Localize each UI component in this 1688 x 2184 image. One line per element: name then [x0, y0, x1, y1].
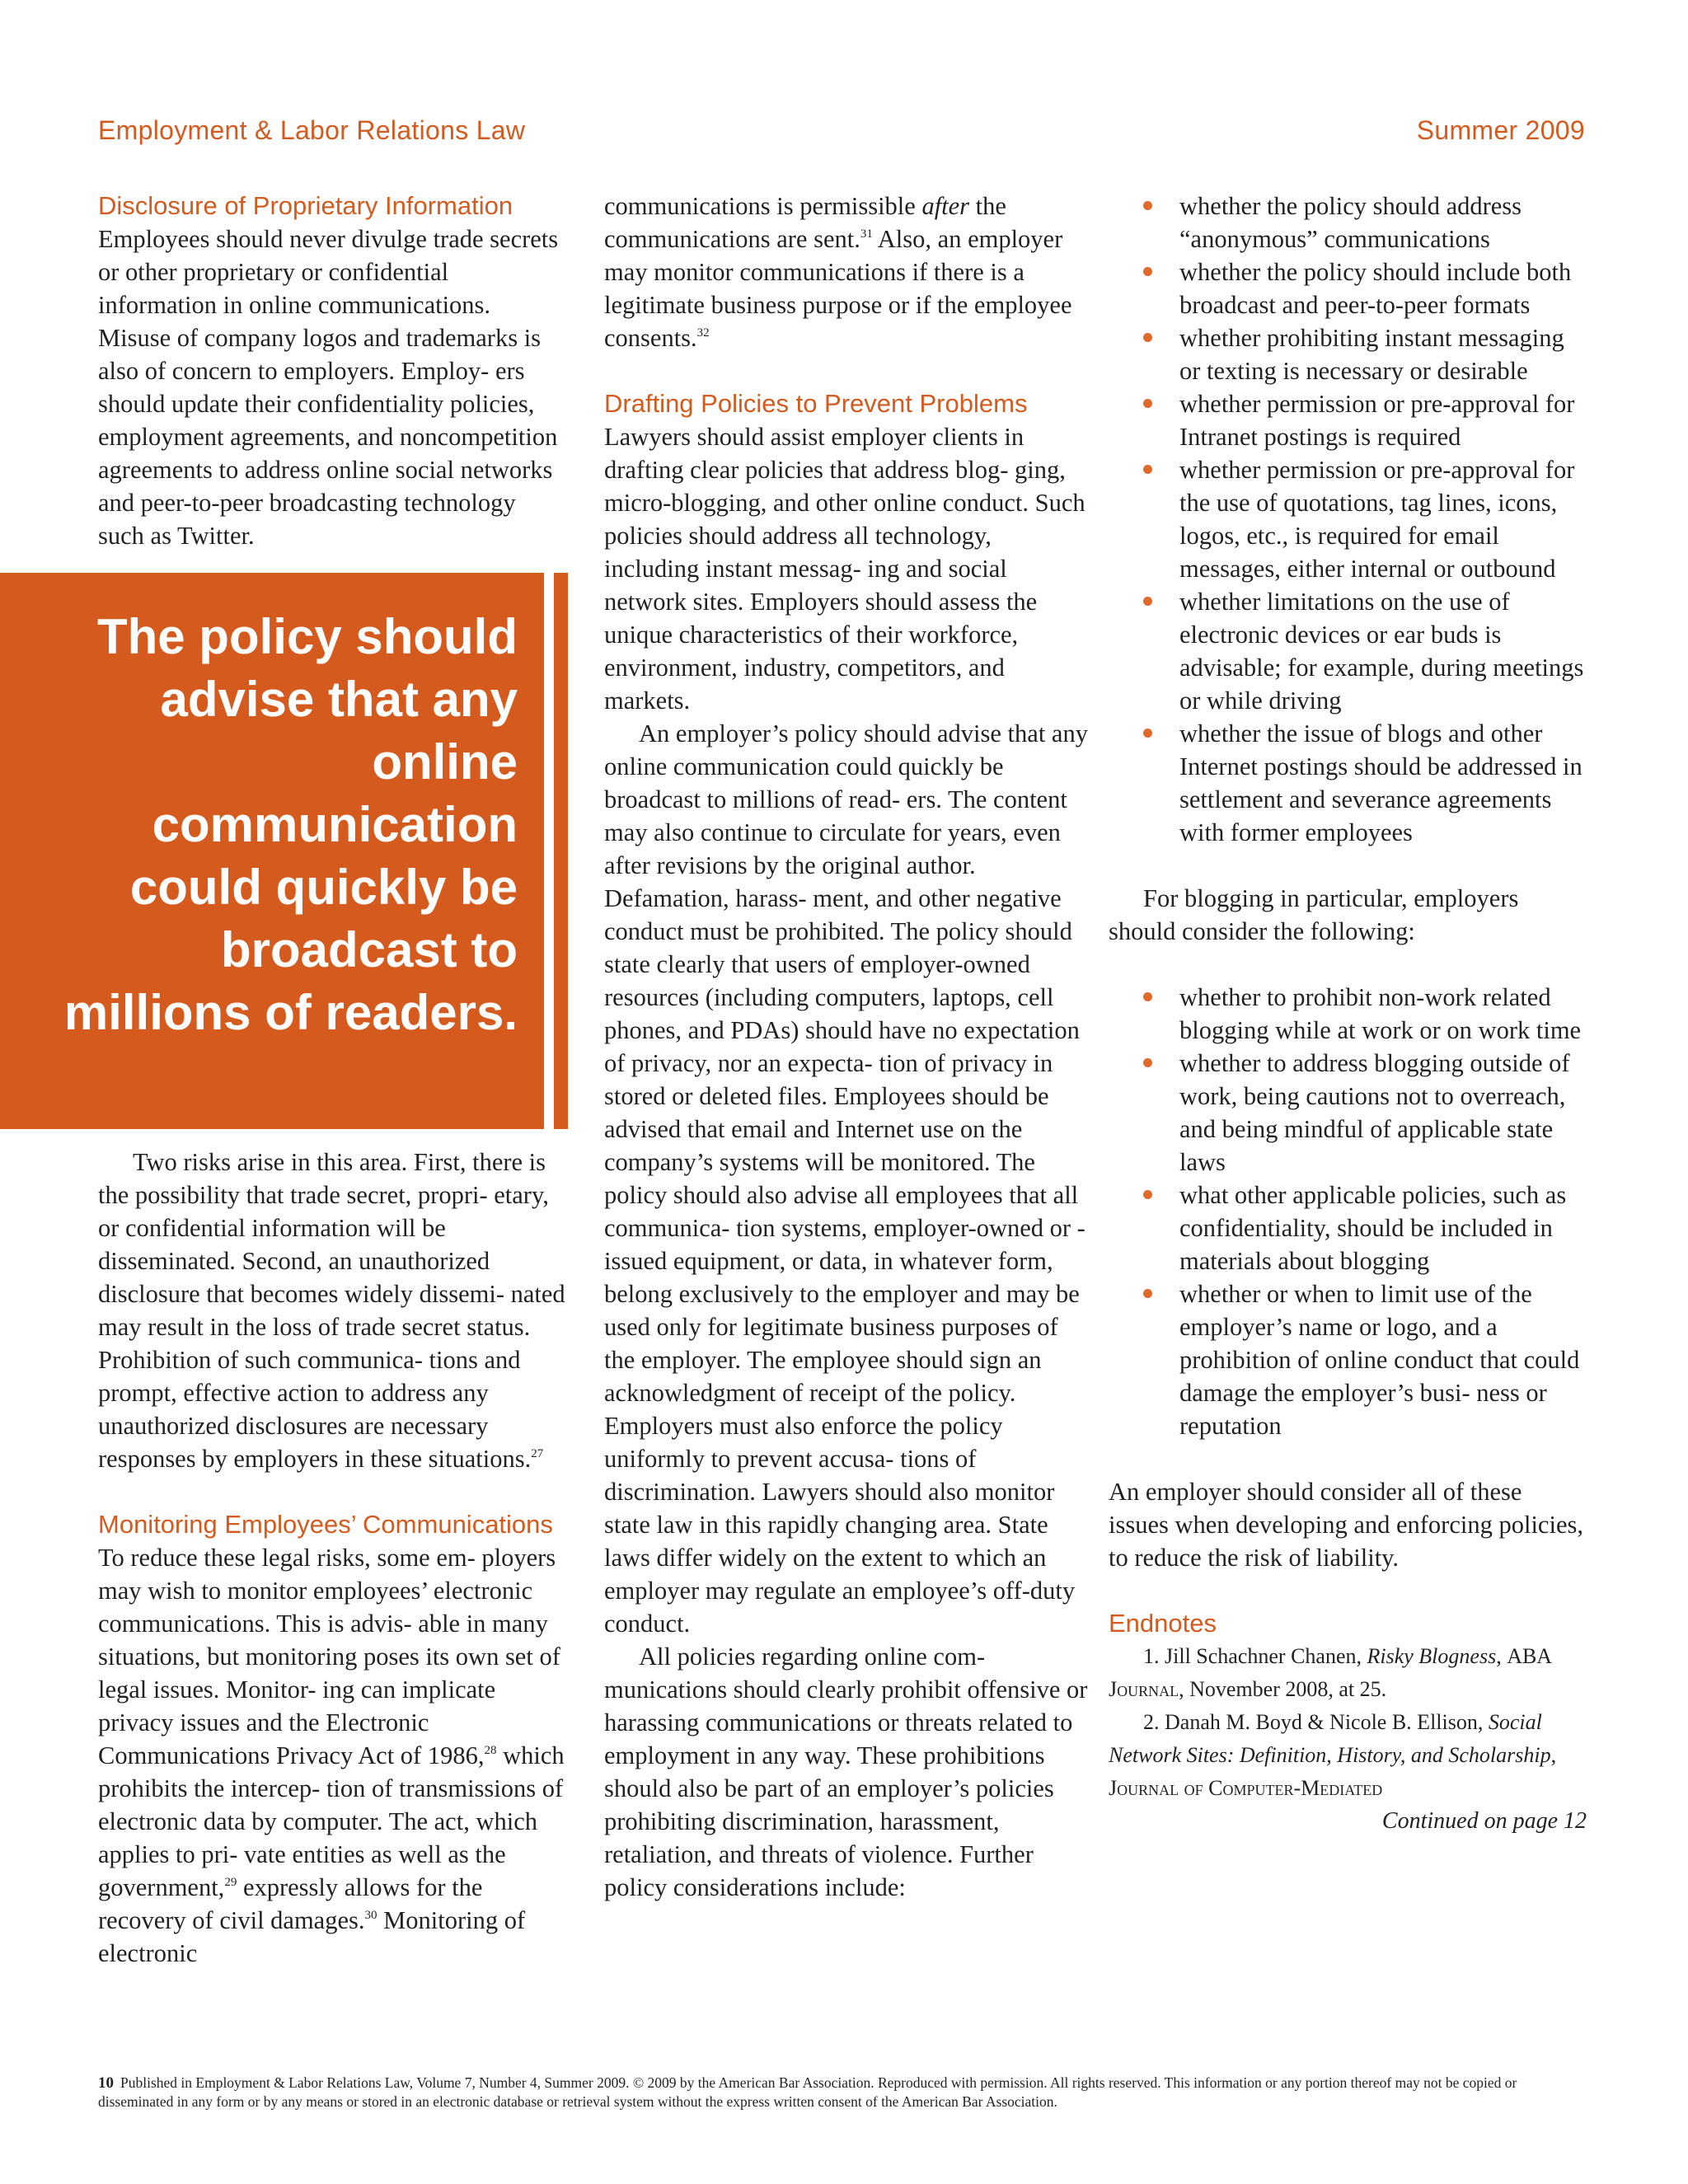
list-item: whether limitations on the use of electronic devices or ear buds is advisable; for example, during meetings or while driving — [1109, 585, 1587, 717]
footnote-ref: 28 — [484, 1744, 497, 1757]
footnote-ref: 29 — [224, 1876, 237, 1889]
footnote-ref: 32 — [696, 326, 710, 340]
list-item: whether permission or pre-approval for the use of quotations, tag lines, icons, logos, etc., is required for email messages, either internal or outbound — [1109, 453, 1587, 585]
paragraph-disclosure: Employees should never divulge trade secrets or other proprietary or confidential information in online communications. Misuse of company logos and trademarks is also of concern to employers. Employ- ers should update their confidentiality policies, employment agreements, and noncompetition agreements to address online social networks and peer-to-peer broadcasting technology such as Twitter. — [98, 225, 559, 550]
footnote-ref: 31 — [860, 227, 873, 241]
paragraph-all-policies: All policies regarding online com- munications should clearly prohibit offensive or harassing communications or threats related to employment in any way. These prohibitions should also be part of an employer’s policies prohibiting discrimination, harassment, retaliation, and threats of violence. Further policy considerations include: — [604, 1643, 1088, 1901]
endnote-1: 1. Jill Schachner Chanen, Risky Blogness, ABA Journal, November 2008, at 25. — [1109, 1644, 1551, 1701]
paragraph-monitoring: To reduce these legal risks, some em- ployers may wish to monitor employees’ electronic communications. This is advis- able in many situations, but monitoring poses its own set of legal issues. Monitor- ing can implicate privacy issues and the Electronic Communications Privacy Act of 1986,28 which prohibits the intercep- tion of transmissions of electronic data by computer. The act, which applies to pri- vate entities as well as the government,$^{29}$ expressly allows for the recovery of civil damages.$^{30}$ Monitoring of electronic — [98, 1544, 565, 1967]
paragraph-monitoring-continued: communications is permissible after the communications are sent.$^{31}$ Also, an employer may monitor communications if there is a legitimate business purpose or if the employee consents.$^{32}$ — [604, 192, 1072, 352]
heading-endnotes: Endnotes — [1109, 1609, 1217, 1638]
footnote-ref: 27 — [531, 1447, 544, 1460]
page-number: 10 — [98, 2074, 114, 2092]
copyright-notice: Published in Employment & Labor Relations Law, Volume 7, Number 4, Summer 2009. © 2009 by the American Bar Association. Reproduced with permission. All rights reserved. This information or any portion thereof may not be copied or disseminated in any form or by any means or stored in an electronic database or retrieval system without the express written consent of the American Bar Association. — [98, 2074, 1517, 2110]
list-item: what other applicable policies, such as confidentiality, should be included in materials about blogging — [1109, 1179, 1587, 1277]
footnote-ref: 30 — [364, 1909, 377, 1922]
page-header — [98, 115, 1585, 157]
heading-disclosure: Disclosure of Proprietary Information — [98, 191, 513, 220]
list-item: whether the issue of blogs and other Internet postings should be addressed in settlement and severance agreements with former employees — [1109, 717, 1587, 849]
endnotes — [1109, 1640, 1587, 1805]
list-item: whether prohibiting instant messaging or texting is necessary or desirable — [1109, 321, 1587, 387]
list-item: whether or when to limit use of the employer’s name or logo, and a prohibition of online conduct that could damage the employer’s busi- ness or reputation — [1109, 1277, 1587, 1442]
heading-monitoring: Monitoring Employees’ Communications — [98, 1510, 553, 1539]
issue-date: Summer 2009 — [1416, 115, 1585, 145]
heading-drafting: Drafting Policies to Prevent Problems — [604, 389, 1028, 418]
paragraph-consider: An employer should consider all of these issues when developing and enforcing policies, to reduce the risk of liability. — [1109, 1478, 1583, 1572]
column-3 — [1109, 190, 1587, 1838]
paragraph-drafting: Lawyers should assist employer clients in drafting clear policies that address blog- ging, micro-blogging, and other online conduct. Such policies should address all technology, including instant messag- ing and social network sites. Employers should assess the unique characteristics of their workforce, environment, industry, competitors, and markets. — [604, 423, 1085, 715]
pull-quote-space — [98, 552, 568, 1146]
continued-note: Continued on page 12 — [1381, 1808, 1587, 1834]
policy-considerations-list — [1109, 190, 1587, 849]
list-item: whether to address blogging outside of work, being cautions not to overreach, and being mindful of applicable state laws — [1109, 1047, 1587, 1179]
paragraph-risks: Two risks arise in this area. First, there is the possibility that trade secret, propri- etary, or confidential information will be disseminated. Second, an unauthorized disclosure that becomes widely dissemi- nated may result in the loss of trade secret status. Prohibition of such communica- tions and prompt, effective action to address any unauthorized disclosures are necessary responses by employers in these situations.$^{27}$ — [98, 1148, 565, 1473]
column-1 — [98, 190, 568, 1970]
column-2 — [604, 190, 1090, 1904]
publication-title: Employment & Labor Relations Law — [98, 115, 526, 145]
page-footer — [98, 2074, 1587, 2111]
blogging-considerations-list — [1109, 981, 1587, 1442]
pull-quote: The policy should advise that any online communication could quickly be broadcast to millions of readers. — [63, 609, 518, 1040]
list-item: whether the policy should include both broadcast and peer-to-peer formats — [1109, 255, 1587, 321]
list-item: whether the policy should address “anonymous” communications — [1109, 190, 1587, 255]
list-item: whether permission or pre-approval for Intranet postings is required — [1109, 387, 1587, 453]
paragraph-blogging: For blogging in particular, employers should consider the following: — [1109, 884, 1519, 945]
endnote-2: 2. Danah M. Boyd & Nicole B. Ellison, Social Network Sites: Definition, History, and Scholarship, Journal of Computer-Mediated — [1109, 1710, 1557, 1800]
paragraph-advise: An employer’s policy should advise that any online communication could quickly be broadcast to millions of read- ers. The content may also continue to circulate for years, even after revisions by the original author. Defamation, harass- ment, and other negative conduct must be prohibited. The policy should state clearly that users of employer-owned resources (including computers, laptops, cell phones, and PDAs) should have no expectation of privacy, nor an expecta- tion of privacy in stored or deleted files. Employees should be advised that email and Internet use on the company’s systems will be monitored. The policy should also advise all employees that all communica- tion systems, employer-owned or -issued equipment, or data, in whatever form, belong exclusively to the employer and may be used only for legitimate business purposes of the employer. The employee should sign an acknowledgment of receipt of the policy. Employers must also enforce the policy uniformly to prevent accusa- tions of discrimination. Lawyers should also monitor state law in this rapidly changing area. State laws differ widely on the extent to which an employer may regulate an employee’s off-duty conduct. — [604, 719, 1088, 1638]
list-item: whether to prohibit non-work related blogging while at work or on work time — [1109, 981, 1587, 1047]
